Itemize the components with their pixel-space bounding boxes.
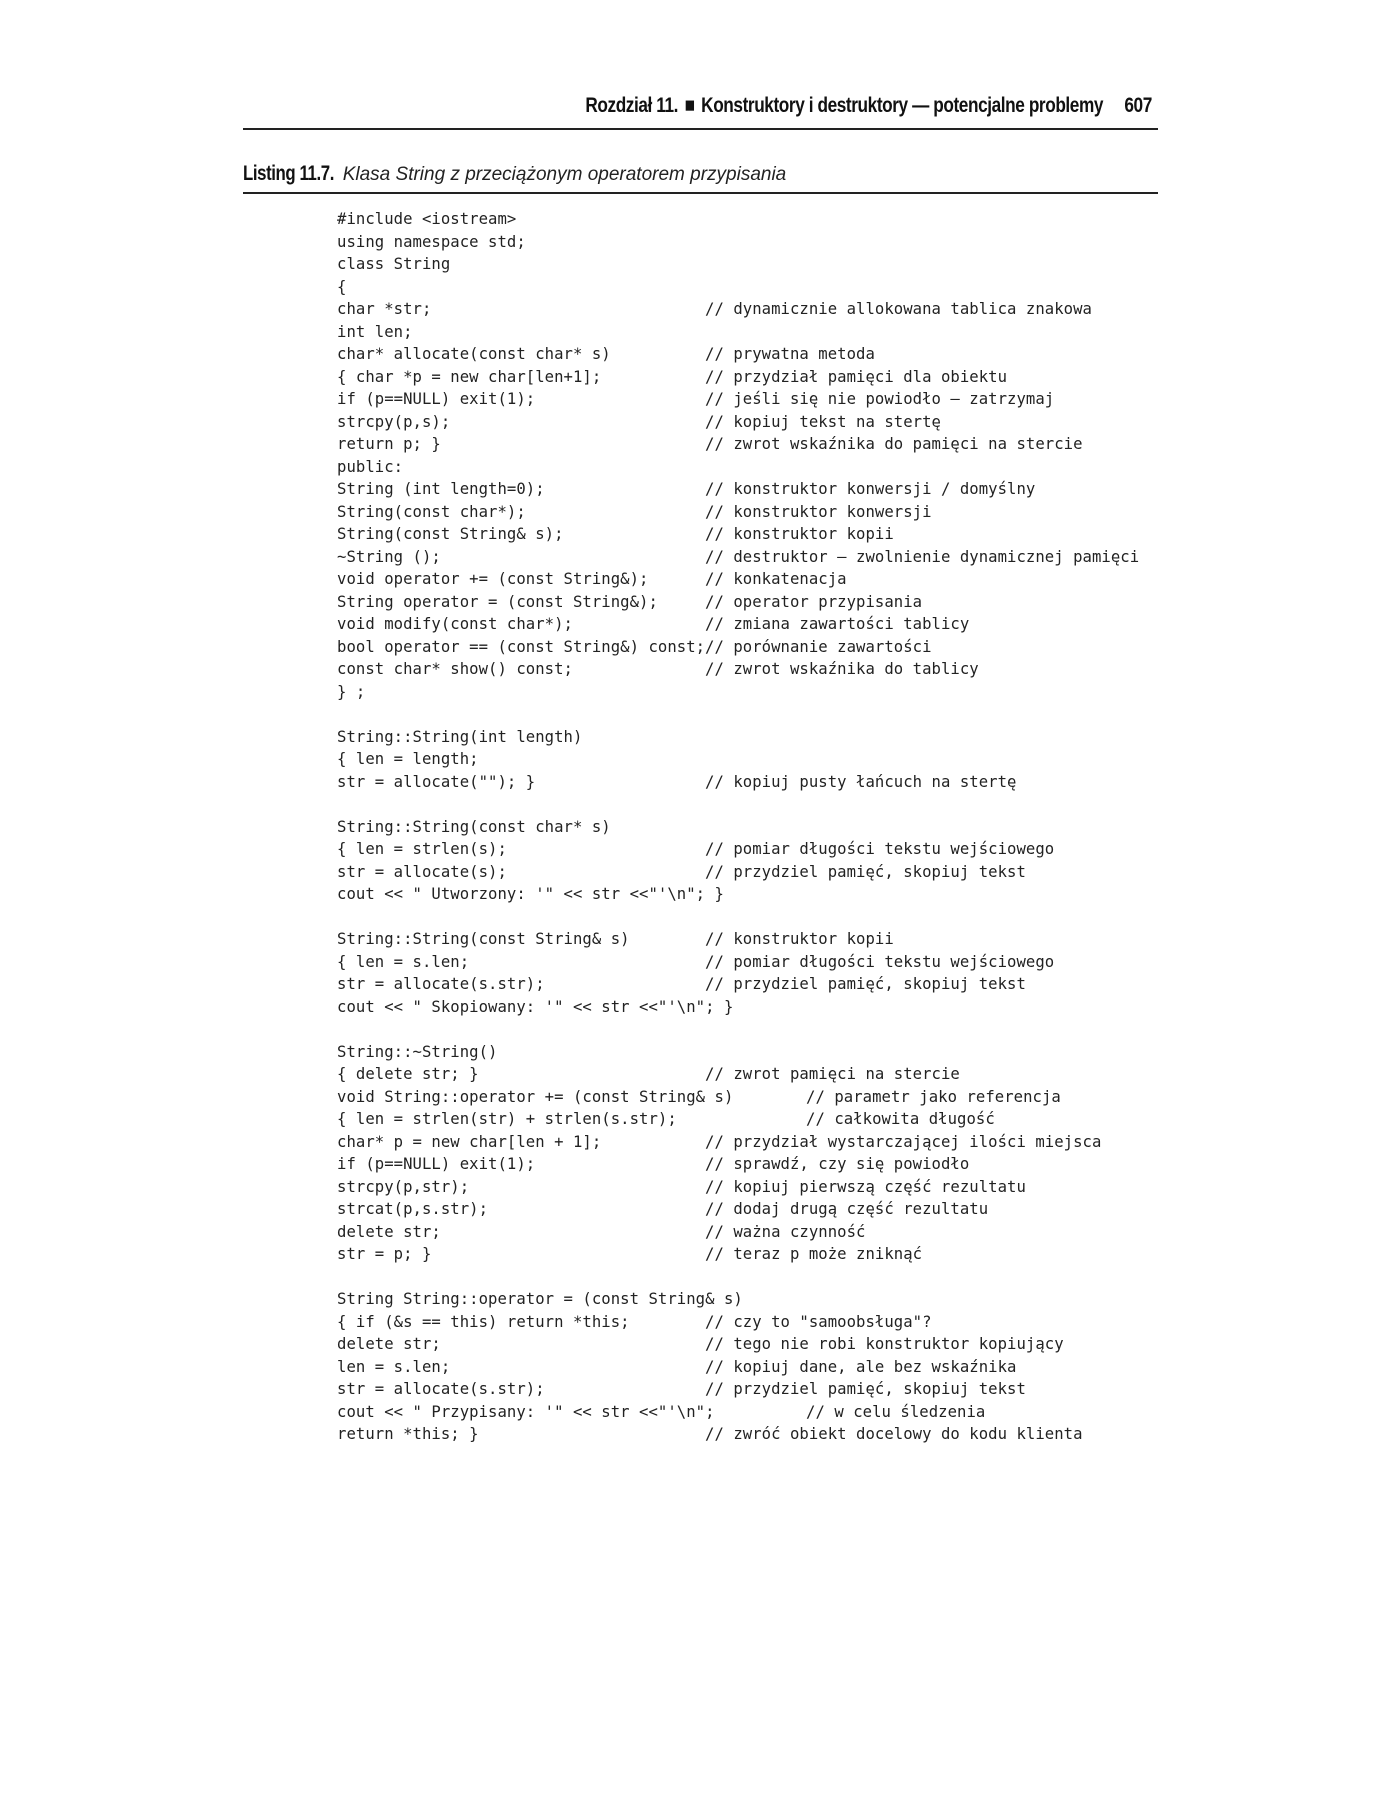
code-text: void operator += (const String&); (337, 570, 649, 588)
code-line (337, 681, 1137, 704)
code-line (337, 1176, 1137, 1199)
code-text: String (int length=0); (337, 480, 545, 498)
code-text: char* allocate(const char* s) (337, 345, 611, 363)
code-comment: // przydział pamięci dla obiektu (705, 367, 1008, 386)
code-text: ~String (); (337, 547, 441, 566)
code-line (337, 1131, 1137, 1154)
code-comment: // operator przypisania (705, 592, 923, 611)
code-text: delete str; (337, 1335, 441, 1353)
code-text: class String (337, 255, 451, 273)
code-line (337, 1041, 1137, 1064)
code-comment: // całkowita długość (806, 1110, 995, 1128)
code-line (337, 1266, 1137, 1289)
code-text: } ; (337, 682, 366, 701)
code-comment: // kopiuj pusty łańcuch na stertę (705, 772, 1017, 791)
code-line (337, 546, 1140, 569)
code-line (337, 1243, 1137, 1266)
code-text: { (337, 277, 347, 296)
code-comment: // teraz p może zniknąć (705, 1245, 923, 1263)
code-text: cout << " Utworzony: '" << str <<"'\n"; } (337, 885, 724, 903)
code-line (337, 433, 1137, 456)
code-text: bool operator == (const String&) const; (337, 637, 706, 656)
code-text: str = allocate(s.str); (337, 975, 545, 993)
code-comment: // kopiuj pierwszą część rezultatu (705, 1177, 1026, 1196)
code-text: { len = s.len; (337, 952, 470, 971)
code-text: if (p==NULL) exit(1); (337, 1155, 536, 1173)
code-comment: // czy to "samoobsługa"? (705, 1312, 932, 1331)
code-line (337, 1108, 1137, 1131)
code-text: String operator = (const String&); (337, 592, 658, 611)
code-line (337, 996, 1137, 1019)
code-text: void String::operator += (const String& s) (337, 1087, 734, 1106)
code-text: cout << " Skopiowany: '" << str <<"'\n"; } (337, 997, 734, 1016)
code-comment: // zwróć obiekt docelowy do kodu klienta (705, 1425, 1083, 1443)
code-listing (337, 208, 1140, 1446)
code-text: strcat(p,s.str); (337, 1200, 489, 1218)
listing-title: Klasa String z przeciążonym operatorem przypisania (342, 164, 787, 185)
code-line (337, 208, 1137, 231)
code-line (337, 276, 1137, 299)
listing-label: Listing 11.7. (243, 162, 334, 185)
code-text: void modify(const char*); (337, 615, 573, 633)
code-text: { char *p = new char[len+1]; (337, 367, 602, 386)
code-text: String::~String() (337, 1042, 498, 1061)
code-line (337, 591, 1137, 614)
code-line (337, 1221, 1137, 1244)
code-text: #include <iostream> (337, 210, 517, 228)
code-comment: // porównanie zawartości (705, 637, 932, 656)
page-number: 607 (1124, 94, 1152, 117)
code-text: public: (337, 457, 404, 476)
separator-square-icon: ■ (684, 94, 695, 117)
code-text: str = allocate(""); } (337, 772, 536, 791)
code-comment: // pomiar długości tekstu wejściowego (705, 952, 1055, 971)
code-text: using namespace std; (337, 232, 526, 251)
code-line (337, 501, 1137, 524)
code-line (337, 1288, 1137, 1311)
code-line (337, 973, 1137, 996)
chapter-number: Rozdział 11. (585, 94, 679, 117)
running-header-text (585, 94, 1152, 118)
code-text: strcpy(p,str); (337, 1177, 470, 1196)
code-line (337, 231, 1137, 254)
code-text: String String::operator = (const String& s) (337, 1290, 743, 1308)
code-line (337, 748, 1137, 771)
code-comment: // konstruktor kopii (705, 930, 894, 948)
code-line (337, 1333, 1137, 1356)
code-line (337, 478, 1137, 501)
code-text: { len = strlen(s); (337, 840, 507, 858)
code-line (337, 861, 1137, 884)
code-text: String(const char*); (337, 502, 526, 521)
code-line (337, 838, 1137, 861)
code-line (337, 1063, 1137, 1086)
code-line (337, 568, 1137, 591)
code-line (337, 298, 1137, 321)
code-comment: // prywatna metoda (705, 345, 875, 363)
code-line (337, 1378, 1137, 1401)
code-text: strcpy(p,s); (337, 412, 451, 431)
code-comment: // pomiar długości tekstu wejściowego (705, 840, 1055, 858)
code-comment: // konstruktor kopii (705, 525, 894, 543)
code-line (337, 1423, 1137, 1446)
code-comment: // ważna czynność (705, 1222, 866, 1241)
code-line (337, 366, 1137, 389)
code-line (337, 1086, 1137, 1109)
code-text: return p; } (337, 435, 441, 453)
code-line (337, 703, 1137, 726)
code-comment: // konkatenacja (705, 570, 847, 588)
code-line (337, 388, 1137, 411)
code-line (337, 613, 1137, 636)
code-text: int len; (337, 322, 413, 341)
running-header (243, 92, 1158, 130)
code-comment: // zwrot wskaźnika do pamięci na stercie (705, 435, 1083, 453)
code-text: { if (&s == this) return *this; (337, 1312, 630, 1331)
code-comment: // przydziel pamięć, skopiuj tekst (705, 1380, 1026, 1398)
code-line (337, 1018, 1137, 1041)
code-line (337, 1311, 1137, 1334)
chapter-title: Konstruktory i destruktory — potencjalne problemy (701, 94, 1104, 117)
code-line (337, 411, 1137, 434)
code-line (337, 636, 1137, 659)
code-text: str = allocate(s.str); (337, 1380, 545, 1398)
code-line (337, 883, 1137, 906)
code-comment: // kopiuj dane, ale bez wskaźnika (705, 1357, 1017, 1376)
code-line (337, 343, 1137, 366)
code-line (337, 951, 1137, 974)
code-comment: // sprawdź, czy się powiodło (705, 1155, 970, 1173)
code-text: String(const String& s); (337, 525, 564, 543)
code-comment: // kopiuj tekst na stertę (705, 412, 941, 431)
code-line (337, 1198, 1137, 1221)
code-comment: // konstruktor konwersji (705, 502, 932, 521)
code-line (337, 816, 1137, 839)
code-comment: // zwrot pamięci na stercie (705, 1065, 960, 1083)
code-text: const char* show() const; (337, 660, 573, 678)
code-comment: // zwrot wskaźnika do tablicy (705, 660, 979, 678)
code-comment: // przydziel pamięć, skopiuj tekst (705, 862, 1026, 881)
code-text: { len = strlen(str) + strlen(s.str); (337, 1110, 677, 1128)
code-line (337, 523, 1137, 546)
code-text: if (p==NULL) exit(1); (337, 390, 536, 408)
code-comment: // przydziel pamięć, skopiuj tekst (705, 975, 1026, 993)
code-comment: // zmiana zawartości tablicy (705, 615, 970, 633)
code-comment: // w celu śledzenia (806, 1402, 986, 1421)
code-line (337, 1153, 1137, 1176)
code-comment: // tego nie robi konstruktor kopiujący (705, 1335, 1064, 1353)
code-line (337, 793, 1137, 816)
code-text: cout << " Przypisany: '" << str <<"'\n"; (337, 1402, 715, 1421)
code-text: return *this; } (337, 1425, 479, 1443)
code-comment: // destruktor — zwolnienie dynamicznej pamięci (705, 547, 1140, 566)
code-line (337, 1356, 1137, 1379)
code-comment: // dodaj drugą część rezultatu (705, 1200, 989, 1218)
code-text: String::String(int length) (337, 727, 583, 746)
code-text: String::String(const char* s) (337, 817, 611, 836)
code-line (337, 456, 1137, 479)
code-text: char *str; (337, 300, 432, 318)
code-line (337, 321, 1137, 344)
code-comment: // parametr jako referencja (806, 1087, 1061, 1106)
code-line (337, 726, 1137, 749)
code-line (337, 928, 1137, 951)
code-text: { len = length; (337, 750, 479, 768)
code-text: str = allocate(s); (337, 862, 507, 881)
code-text: len = s.len; (337, 1357, 451, 1376)
code-comment: // konstruktor konwersji / domyślny (705, 480, 1036, 498)
code-text: str = p; } (337, 1245, 432, 1263)
code-comment: // dynamicznie allokowana tablica znakowa (705, 300, 1092, 318)
code-text: delete str; (337, 1222, 441, 1241)
listing-caption (243, 162, 1158, 194)
code-line (337, 658, 1137, 681)
code-line (337, 906, 1137, 929)
code-line (337, 771, 1137, 794)
code-text: String::String(const String& s) (337, 930, 630, 948)
code-text: char* p = new char[len + 1]; (337, 1132, 602, 1151)
code-text: { delete str; } (337, 1065, 479, 1083)
code-comment: // przydział wystarczającej ilości miejsca (705, 1132, 1102, 1151)
code-line (337, 1401, 1137, 1424)
code-comment: // jeśli się nie powiodło — zatrzymaj (705, 390, 1055, 408)
code-line (337, 253, 1137, 276)
